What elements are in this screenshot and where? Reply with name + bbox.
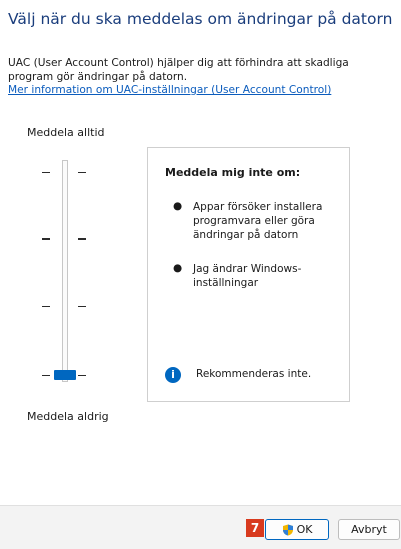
cancel-button[interactable] (338, 519, 400, 540)
setting-description-panel (147, 147, 350, 402)
list-item: Jag ändrar Windows-inställningar (193, 263, 302, 289)
ok-button-label: OK (296, 523, 313, 536)
slider-thumb[interactable] (54, 370, 76, 380)
panel-title: Meddela mig inte om: (165, 166, 301, 179)
page-heading: Välj när du ska meddelas om ändringar på datorn (8, 10, 393, 28)
step-badge: 7 (246, 519, 264, 537)
notification-slider-track[interactable] (62, 160, 68, 382)
slider-tick (42, 238, 50, 240)
slider-tick (78, 306, 86, 307)
slider-tick (42, 375, 50, 376)
bullet-dot: ● (173, 200, 183, 212)
bullet-dot: ● (173, 262, 183, 274)
uac-description: UAC (User Account Control) hjälper dig att förhindra att skadliga program gör ändringar på datorn. (8, 57, 349, 83)
slider-tick (78, 238, 86, 240)
cancel-button-label: Avbryt (351, 523, 387, 536)
list-item: Appar försöker installera programvara eller göra ändringar på datorn (193, 201, 323, 241)
slider-tick (78, 375, 86, 376)
recommendation-note: Rekommenderas inte. (196, 368, 312, 380)
slider-tick (42, 306, 50, 307)
slider-label-bottom: Meddela aldrig (27, 410, 109, 423)
uac-shield-icon (282, 524, 294, 536)
slider-tick (42, 172, 50, 173)
slider-tick (78, 172, 86, 173)
slider-label-top: Meddela alltid (27, 126, 105, 139)
info-icon: i (165, 367, 181, 383)
uac-info-link[interactable]: Mer information om UAC-inställningar (User Account Control) (8, 84, 332, 96)
ok-button[interactable] (265, 519, 329, 540)
